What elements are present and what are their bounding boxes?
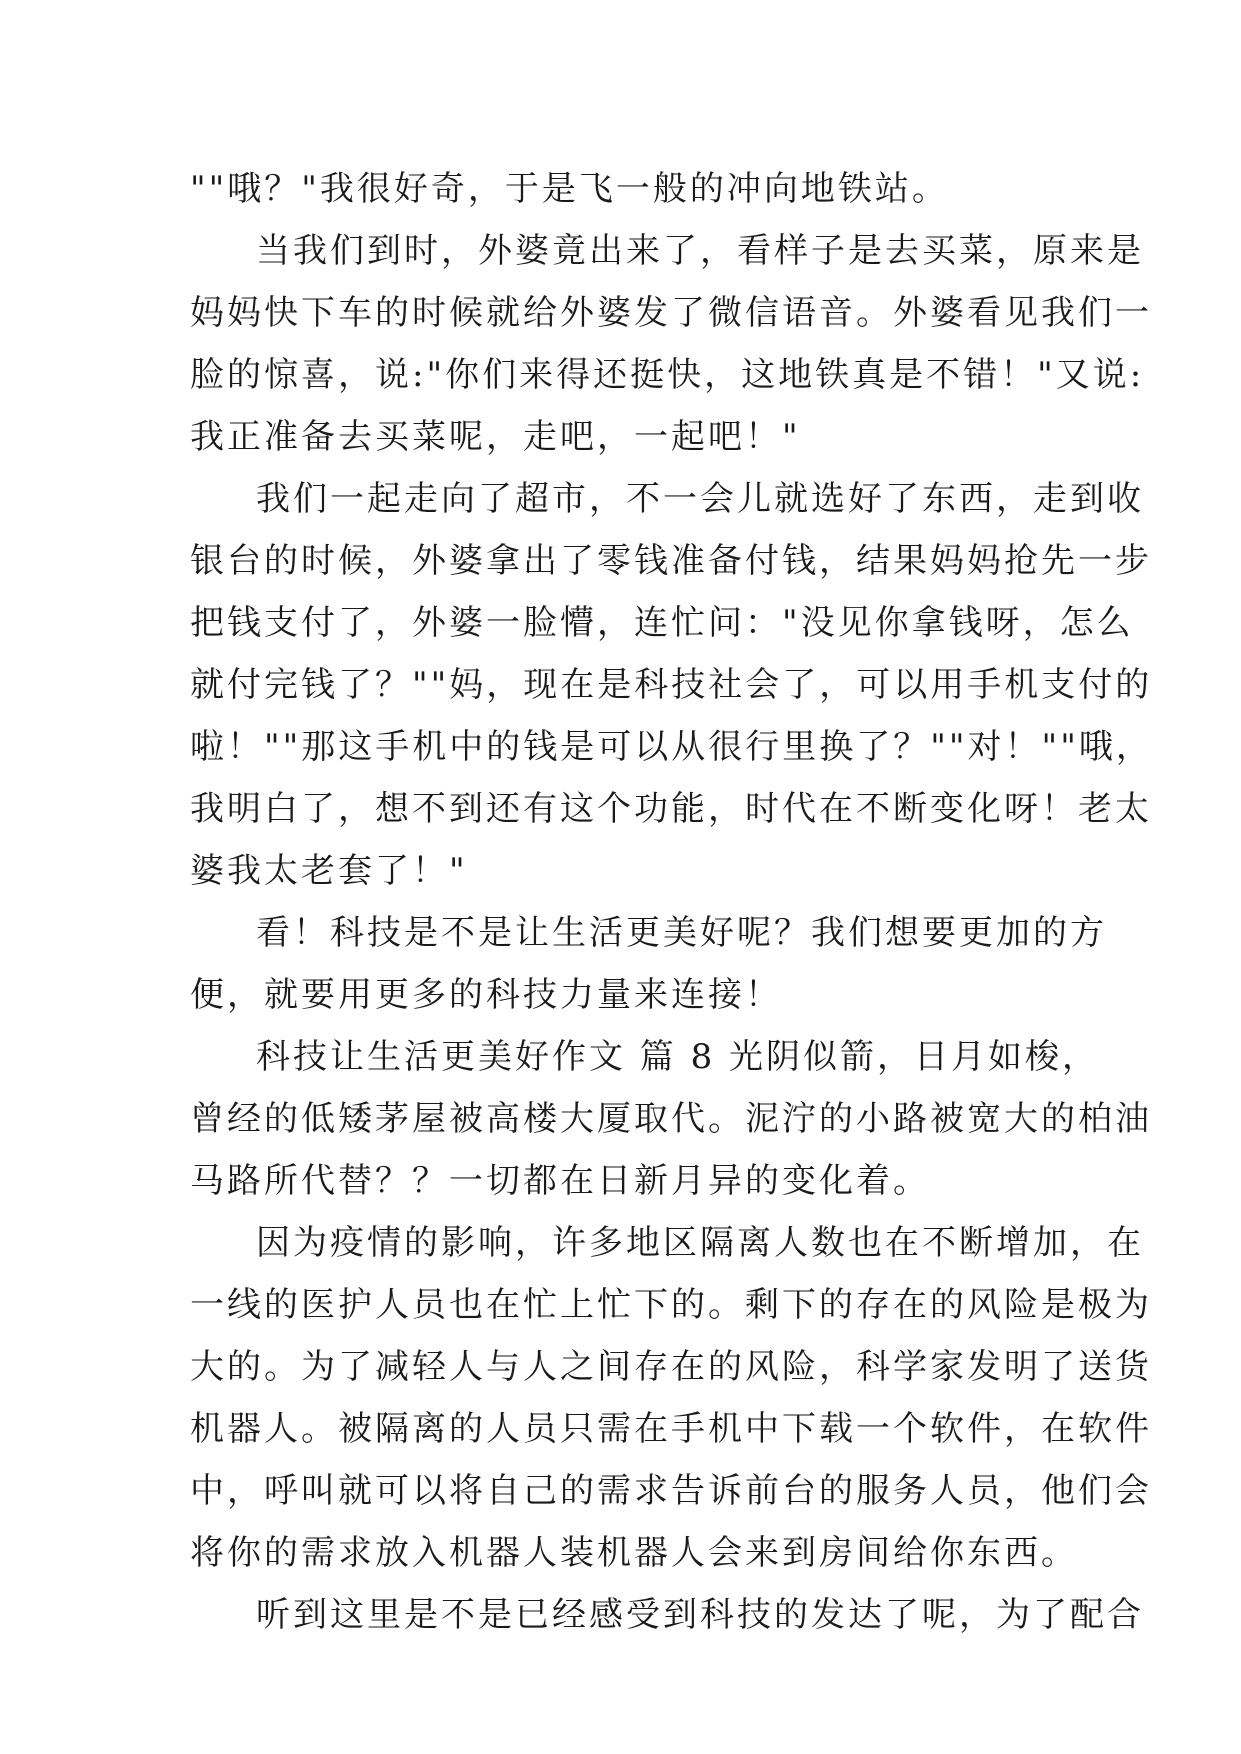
text-line: 因为疫情的影响，许多地区隔离人数也在不断增加，在: [256, 1223, 1144, 1263]
text-line: 曾经的低矮茅屋被高楼大厦取代。泥泞的小路被宽大的柏油: [190, 1099, 1152, 1139]
text-line: 看！科技是不是让生活更美好呢？我们想要更加的方: [256, 913, 1107, 953]
text-line: 中，呼叫就可以将自己的需求告诉前台的服务人员，他们会: [190, 1471, 1152, 1511]
text-line: ""哦？"我很好奇，于是飞一般的冲向地铁站。: [190, 169, 949, 209]
text-line: 妈妈快下车的时候就给外婆发了微信语音。外婆看见我们一: [190, 293, 1152, 333]
text-line: 婆我太老套了！": [190, 851, 468, 891]
text-line: 便，就要用更多的科技力量来连接！: [190, 975, 782, 1015]
text-line: 当我们到时，外婆竟出来了，看样子是去买菜，原来是: [256, 231, 1144, 271]
text-line: 一线的医护人员也在忙上忙下的。剩下的存在的风险是极为: [190, 1285, 1152, 1325]
text-line: 我们一起走向了超市，不一会儿就选好了东西，走到收: [256, 479, 1144, 519]
text-line: 把钱支付了，外婆一脸懵，连忙问："没见你拿钱呀，怎么: [190, 603, 1134, 643]
text-line: 机器人。被隔离的人员只需在手机中下载一个软件，在软件: [190, 1409, 1152, 1449]
essay-text-body: [190, 158, 1153, 1646]
text-line: 科技让生活更美好作文 篇 8 光阴似箭，日月如梭，: [256, 1037, 1100, 1077]
text-line: 脸的惊喜，说:"你们来得还挺快，这地铁真是不错！"又说:: [190, 355, 1145, 395]
text-line: 大的。为了减轻人与人之间存在的风险，科学家发明了送货: [190, 1347, 1152, 1387]
text-line: 马路所代替？？一切都在日新月异的变化着。: [190, 1161, 930, 1201]
text-line: 啦！""那这手机中的钱是可以从很行里换了？""对！""哦，: [190, 727, 1153, 767]
text-line: 听到这里是不是已经感受到科技的发达了呢，为了配合: [256, 1595, 1144, 1635]
text-line: 银台的时候，外婆拿出了零钱准备付钱，结果妈妈抢先一步: [190, 541, 1152, 581]
text-line: 我正准备去买菜呢，走吧，一起吧！": [190, 417, 801, 457]
text-line: 就付完钱了？""妈，现在是科技社会了，可以用手机支付的: [190, 665, 1153, 705]
text-line: 将你的需求放入机器人装机器人会来到房间给你东西。: [190, 1533, 1078, 1573]
text-line: 我明白了，想不到还有这个功能，时代在不断变化呀！老太: [190, 789, 1152, 829]
